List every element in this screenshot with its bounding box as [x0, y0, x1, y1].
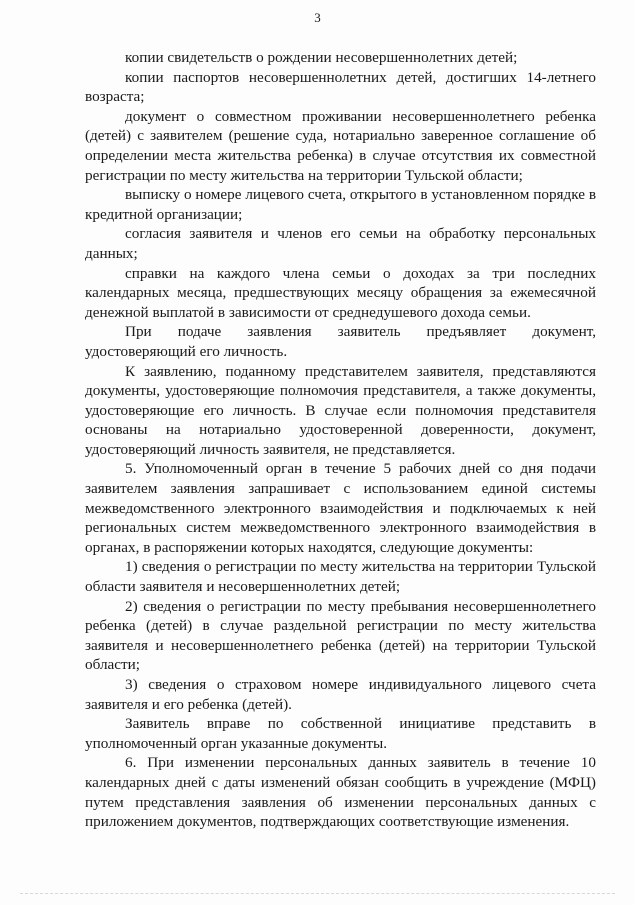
paragraph-item-5: 5. Уполномоченный орган в течение 5 рабочих дней со дня подачи заявителем заявления запрашивает с использованием единой системы межведомственного электронного взаимодействия и подключаемых к ней региональных систем межведомственного электронного взаимодействия в органах, в распоряжении которых находятся, следующие документы:: [85, 460, 596, 556]
paragraph-passports: копии паспортов несовершеннолетних детей, достигших 14-летнего возраста;: [85, 68, 596, 106]
paragraph-item-5-3: 3) сведения о страховом номере индивидуального лицевого счета заявителя и его ребенка (детей).: [85, 676, 596, 713]
paragraph-income-certificates: справки на каждого члена семьи о доходах за три последних календарных месяца, предшествующих месяцу обращения за ежемесячной денежной выплатой в зависимости от среднедушевого дохода семьи.: [85, 264, 596, 321]
paragraph-cohabitation-document: документ о совместном проживании несовершеннолетнего ребенка (детей) с заявителем (решение суда, нотариально заверенное соглашение об определении места жительства ребенка) в случае отсутствия их совместной регистрации по месту жительства на территории Тульской области;: [85, 107, 596, 184]
paragraph-item-5-2: 2) сведения о регистрации по месту пребывания несовершеннолетнего ребенка (детей) в случае раздельной регистрации по месту жительства заявителя и несовершеннолетнего ребенка (детей) на территории Тульской области;: [85, 597, 596, 674]
paragraph-identity-document: При подаче заявления заявитель предъявляет документ, удостоверяющий его личность.: [85, 323, 596, 360]
paragraph-data-consent: согласия заявителя и членов его семьи на обработку персональных данных;: [85, 225, 596, 262]
page-number: 3: [314, 10, 321, 25]
paragraph-item-5-1: 1) сведения о регистрации по месту жительства на территории Тульской области заявителя и несовершеннолетних детей;: [85, 558, 596, 596]
paragraph-representative: К заявлению, поданному представителем заявителя, представляются документы, удостоверяющие полномочия представителя, а также документы, удостоверяющие его личность. В случае если полномочия представителя основаны на нотариально удостоверенной доверенности, документ, удостоверяющий личность заявителя, не представляется.: [85, 362, 596, 458]
paragraph-item-6: 6. При изменении персональных данных заявитель в течение 10 календарных дней с даты изменений обязан сообщить в учреждение (МФЦ) путем представления заявления об изменении персональных данных с приложением документов, подтверждающих соответствующие изменения.: [85, 754, 596, 831]
document-body: [85, 48, 596, 832]
paragraph-own-initiative: Заявитель вправе по собственной инициативе представить в уполномоченный орган указанные документы.: [85, 715, 596, 752]
paragraph-birth-certificates: копии свидетельств о рождении несовершеннолетних детей;: [125, 49, 518, 66]
paragraph-bank-account: выписку о номере лицевого счета, открытого в установленном порядке в кредитной организации;: [85, 186, 596, 223]
scan-edge-line: [20, 893, 615, 895]
